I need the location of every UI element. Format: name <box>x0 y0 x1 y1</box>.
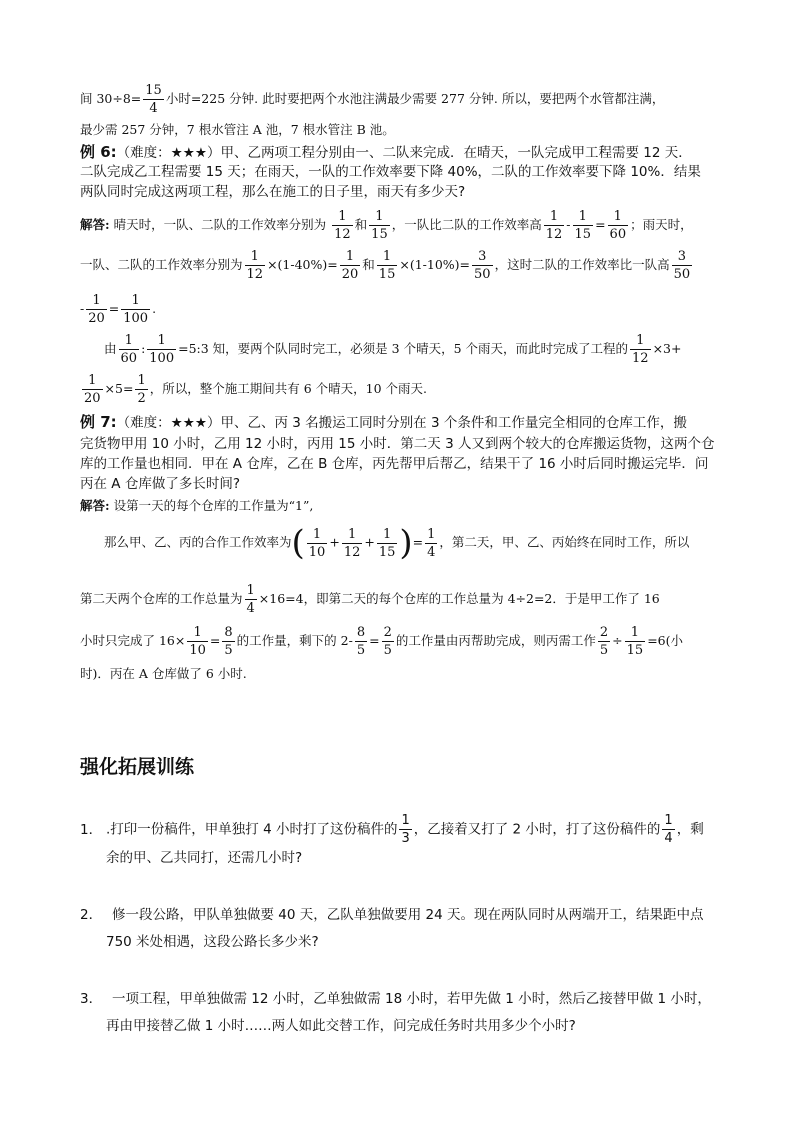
fraction: $\frac{1}{20}$ <box>84 373 101 406</box>
question-2: 2． 修一段公路，甲队单独做要 40 天，乙队单独做要用 24 天。现在两队同时从两端开工，结果距中点 <box>80 907 704 923</box>
answer-label: 解答: <box>80 217 110 232</box>
fraction: $\frac{1}{15}$ <box>378 526 396 560</box>
question-1-line-2: 余的甲、乙共同打，还需几小时? <box>106 850 303 866</box>
fraction: $\frac{1}{60}$ <box>120 333 138 366</box>
fraction: $\frac{1}{2}$ <box>137 373 146 406</box>
fraction: $\frac{1}{4}$ <box>246 583 255 616</box>
ex7-line-4: 丙在 A 仓库做了多长时间? <box>80 476 240 492</box>
fraction: $\frac{1}{10}$ <box>189 625 206 658</box>
fraction: $\frac{3}{50}$ <box>673 249 691 282</box>
question-number: 3． <box>80 991 103 1007</box>
ex7-ans-line-3: 第二天两个仓库的工作总量为 $\frac{1}{4}$ ×16=4，即第二天的每个仓库的工作总量为 4÷2=2．于是甲工作了 16 <box>80 583 660 616</box>
ex6-ans-line-2: 一队、二队的工作效率分别为 $\frac{1}{12}$ ×(1-40%)= $\frac{1}{20}$ 和 $\frac{1}{15}$ ×(1-10%)= $\frac{3}{50}$ ，这时二队的工作效率比一队高 $\frac{3}{50}$ <box>80 249 691 282</box>
ex6-line-1 <box>80 144 692 161</box>
fraction: $\frac{1}{4}$ <box>427 526 436 560</box>
fraction: $\frac{3}{50}$ <box>474 249 491 282</box>
fraction: $\frac{1}{60}$ <box>609 209 627 242</box>
fraction: $\frac{1}{15}$ <box>574 209 592 242</box>
text: 晴天时，一队、二队的工作效率分别为 <box>113 217 327 232</box>
fraction: $\frac{1}{12}$ <box>632 333 649 366</box>
ex7-ans-line-1: 解答: 设第一天的每个仓库的工作量为“1”, <box>80 498 314 513</box>
ex6-line-2: 二队完成乙工程需要 15 天；在雨天，一队的工作效率要下降 40%，二队的工作效率要下降 10%．结果 <box>80 164 701 180</box>
top-line-1 <box>80 84 664 115</box>
ex7-ans-line-4: 小时只完成了 16× $\frac{1}{10}$ = $\frac{8}{5}$ 的工作量，剩下的 2- $\frac{8}{5}$ = $\frac{2}{5}$ 的工作量由丙帮助完成，则丙需工作 $\frac{2}{5}$ ÷ $\frac{1}{15}$ =6(小 <box>80 625 684 658</box>
section-title: 强化拓展训练 <box>80 756 195 778</box>
ex6-ans-line-1: 解答: 晴天时，一队、二队的工作效率分别为 $\frac{1}{12}$ 和 $\frac{1}{15}$ ，一队比二队的工作效率高 $\frac{1}{12}$ - $\frac{1}{15}$ = $\frac{1}{60}$ ；雨天时， <box>80 209 693 242</box>
ex7-ans-line-5: 时)．丙在 A 仓库做了 6 小时. <box>80 666 247 681</box>
ex7-line-1: 例 7:（难度：★★★）甲、乙、丙 3 名搬运工同时分别在 3 个条件和工作量完全相同的仓库工作，搬 <box>80 413 687 431</box>
fraction: $\frac{1}{12}$ <box>334 209 351 242</box>
question-2-line-2: 750 米处相遇，这段公路长多少米? <box>106 934 319 950</box>
fraction: $\frac{2}{5}$ <box>599 625 609 658</box>
fraction: $\frac{1}{100}$ <box>123 293 149 326</box>
fraction: $\frac{1}{20}$ <box>341 249 359 282</box>
question-1: 1． .打印一份稿件，甲单独打 4 小时打了这份稿件的 $\frac{1}{3}$ ，乙接着又打了 2 小时，打了这份稿件的 $\frac{1}{4}$ ，剩 <box>80 813 704 846</box>
text: （难度：★★★）甲、乙两项工程分别由一、二队来完成．在晴天，一队完成甲工程需要 12 天． <box>116 145 692 161</box>
fraction: $\frac{15}{4}$ <box>145 83 162 116</box>
top-line-2: 最少需 257 分钟，7 根水管注 A 池，7 根水管注 B 池。 <box>80 122 395 137</box>
fraction: $\frac{1}{12}$ <box>246 249 264 282</box>
question-3: 3． 一项工程，甲单独做需 12 小时，乙单独做需 18 小时，若甲先做 1 小时，然后乙接替甲做 1 小时， <box>80 991 711 1007</box>
answer-label: 解答: <box>80 498 110 513</box>
question-3-line-2: 再由甲接替乙做 1 小时……两人如此交替工作，问完成任务时共用多少个小时? <box>106 1018 576 1034</box>
ex7-label: 例 7: <box>80 413 117 431</box>
ex6-line-3: 两队同时完成这两项工程，那么在施工的日子里，雨天有多少天? <box>80 184 466 200</box>
ex6-ans-line-5: $\frac{1}{20}$ ×5= $\frac{1}{2}$ ，所以，整个施工期间共有 6 个晴天，10 个雨天. <box>84 373 427 406</box>
fraction: $\frac{8}{5}$ <box>224 625 233 658</box>
question-number: 2． <box>80 907 103 923</box>
ex6-label: 例 6: <box>80 143 117 161</box>
fraction: $\frac{1}{15}$ <box>378 249 396 282</box>
ex7-ans-line-2: 那么甲、乙、丙的合作工作效率为( $\frac{1}{10}$ + $\frac{1}{12}$ + $\frac{1}{15}$ )= $\frac{1}{4}$ ，第二天，甲、乙、丙始终在同时工作，所以 <box>104 523 690 563</box>
fraction: $\frac{1}{20}$ <box>88 293 105 326</box>
text: 间 30÷8= <box>80 91 142 106</box>
text: 小时=225 分钟. 此时要把两个水池注满最少需要 277 分钟. 所以，要把两个水管都注满， <box>165 91 665 106</box>
fraction: $\frac{1}{100}$ <box>149 333 175 366</box>
ex6-ans-line-3: - $\frac{1}{20}$ = $\frac{1}{100}$ . <box>80 293 157 326</box>
fraction: $\frac{1}{12}$ <box>343 526 361 560</box>
fraction: $\frac{1}{15}$ <box>371 209 388 242</box>
fraction: $\frac{8}{5}$ <box>356 625 366 658</box>
fraction: $\frac{1}{15}$ <box>626 625 644 658</box>
ex6-ans-line-4: 由 $\frac{1}{60}$ : $\frac{1}{100}$ =5:3 知，要两个队同时完工，必须是 3 个晴天，5 个雨天，而此时完成了工程的 $\frac{1}{12}$ ×3+ <box>104 333 682 366</box>
fraction: $\frac{1}{12}$ <box>545 209 563 242</box>
fraction: $\frac{1}{4}$ <box>664 813 673 846</box>
fraction: $\frac{1}{10}$ <box>308 526 326 560</box>
fraction: $\frac{2}{5}$ <box>383 625 392 658</box>
fraction: $\frac{1}{3}$ <box>401 813 410 846</box>
ex7-line-2: 完货物甲用 10 小时，乙用 12 小时，丙用 15 小时．第二天 3 人又到两个较大的仓库搬运货物，这两个仓 <box>80 436 715 452</box>
question-number: 1． <box>80 821 103 838</box>
ex7-line-3: 库的工作量也相同．甲在 A 仓库，乙在 B 仓库，丙先帮甲后帮乙，结果干了 16 小时后同时搬运完毕．问 <box>80 456 709 472</box>
